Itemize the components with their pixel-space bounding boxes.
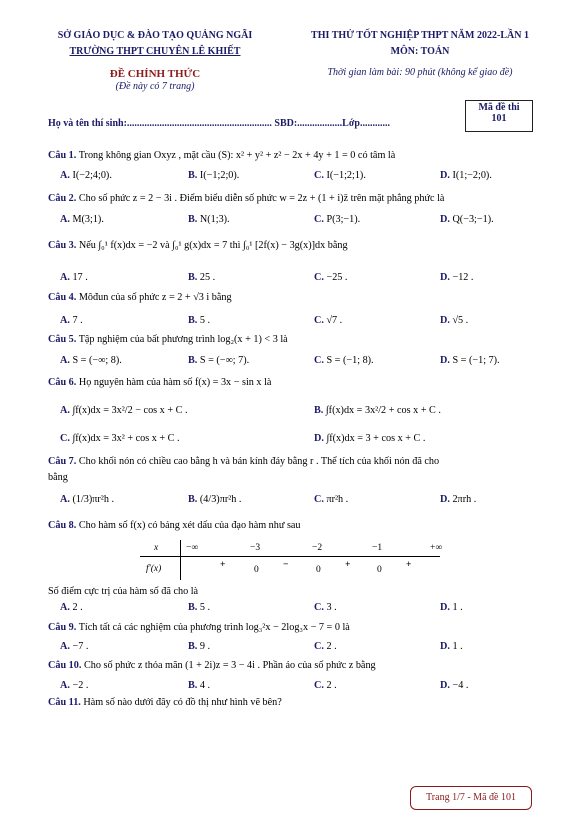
option-a[interactable]: [60, 355, 122, 366]
option-text: 5 .: [199, 315, 211, 326]
option-text: S = (−∞; 8).: [72, 355, 122, 366]
option-text: S = (−1; 8).: [326, 355, 374, 366]
option-text: (1/3)πr²h .: [72, 494, 115, 505]
subject: MÔN: TOÁN: [390, 46, 450, 57]
option-text: πr²h .: [326, 494, 349, 505]
option-label: A.: [60, 680, 70, 691]
option-label: A.: [60, 494, 70, 505]
option-c[interactable]: [60, 433, 180, 444]
option-text: −25 .: [326, 272, 348, 283]
question-text: Cho khối nón có chiều cao bằng h và bán kính đáy bằng r . Thể tích của khối nón đã cho: [78, 456, 440, 467]
option-label: B.: [188, 355, 198, 366]
exam-code-box: [465, 100, 533, 132]
option-text: 1 .: [452, 641, 463, 652]
option-b[interactable]: [188, 641, 210, 652]
option-label: B.: [188, 680, 198, 691]
question-4: [48, 292, 232, 303]
option-c[interactable]: [314, 214, 360, 225]
option-d[interactable]: [314, 433, 425, 444]
option-text: 5 .: [199, 602, 211, 613]
question-6: [48, 377, 271, 388]
question-number: Câu 3.: [48, 240, 77, 251]
exam-code-label: Mã đề thi: [478, 102, 520, 113]
option-text: 1 .: [452, 602, 463, 613]
sign-zero: 0: [377, 565, 382, 575]
option-label: A.: [60, 170, 70, 181]
option-d[interactable]: [440, 355, 500, 366]
option-a[interactable]: [60, 680, 88, 691]
sign-plus: +: [220, 560, 226, 570]
option-b[interactable]: [188, 170, 239, 181]
option-label: B.: [188, 641, 198, 652]
pages-note: (Đề này có 7 trang): [115, 81, 195, 92]
option-text: 3 .: [326, 602, 337, 613]
option-text: 2πrh .: [452, 494, 477, 505]
sign-zero: 0: [254, 565, 259, 575]
option-a[interactable]: [60, 641, 88, 652]
option-label: A.: [60, 405, 70, 416]
question-text-continued: bằng: [48, 472, 68, 483]
option-label: C.: [314, 494, 324, 505]
option-text: S = (−1; 7).: [452, 355, 500, 366]
page-footer: Trang 1/7 - Mã đề 101: [410, 786, 532, 810]
option-label: C.: [314, 315, 324, 326]
option-text: 4 .: [199, 680, 211, 691]
option-label: D.: [440, 641, 450, 652]
question-text: Tích tất cả các nghiệm của phương trình log₃²x − 2log₃x − 7 = 0 là: [78, 622, 350, 633]
option-c[interactable]: [314, 272, 347, 283]
question-number: Câu 1.: [48, 150, 77, 161]
question-number: Câu 9.: [48, 622, 77, 633]
question-5: [48, 334, 288, 345]
question-text: Họ nguyên hàm của hàm số f(x) = 3x − sin x là: [78, 377, 272, 388]
option-label: C.: [314, 680, 324, 691]
department-name: SỞ GIÁO DỤC & ĐÀO TẠO QUẢNG NGÃI: [57, 30, 253, 41]
question-text-continued: Số điểm cực trị của hàm số đã cho là: [48, 586, 199, 597]
table-divider-horizontal: [140, 556, 440, 557]
option-label: A.: [60, 214, 70, 225]
option-b[interactable]: [188, 494, 241, 505]
option-a[interactable]: [60, 272, 88, 283]
option-c[interactable]: [314, 315, 342, 326]
option-a[interactable]: [60, 494, 114, 505]
option-a[interactable]: [60, 214, 104, 225]
option-text: M(3;1).: [72, 214, 104, 225]
question-text: Tập nghiệm của bất phương trình log₂(x + 1) < 3 là: [78, 334, 288, 345]
option-label: D.: [440, 602, 450, 613]
exam-title: THI THỬ TỐT NGHIỆP THPT NĂM 2022-LẦN 1: [311, 30, 529, 41]
question-number: Câu 11.: [48, 697, 81, 708]
question-3: [48, 240, 348, 251]
table-divider-vertical: [180, 540, 181, 580]
question-number: Câu 5.: [48, 334, 77, 345]
option-label: D.: [440, 494, 450, 505]
option-label: B.: [188, 315, 198, 326]
question-text: Môđun của số phức z = 2 + √3 i bằng: [78, 292, 232, 303]
school-name: TRƯỜNG THPT CHUYÊN LÊ KHIẾT: [69, 46, 241, 57]
option-c[interactable]: [314, 355, 374, 366]
question-text: Hàm số nào dưới đây có đồ thị như hình vẽ bên?: [83, 697, 282, 708]
question-1: [48, 150, 395, 161]
option-text: 2 .: [72, 602, 83, 613]
option-text: Q(−3;−1).: [452, 214, 494, 225]
option-text: −7 .: [72, 641, 89, 652]
option-text: I(1;−2;0).: [452, 170, 492, 181]
option-c[interactable]: [314, 494, 348, 505]
option-b[interactable]: [188, 315, 210, 326]
option-text: P(3;−1).: [326, 214, 361, 225]
x-value: +∞: [430, 543, 443, 553]
option-label: B.: [188, 170, 198, 181]
option-label: D.: [440, 272, 450, 283]
option-label: B.: [188, 214, 198, 225]
option-text: √5 .: [452, 315, 469, 326]
option-d[interactable]: [440, 170, 492, 181]
option-d[interactable]: [440, 602, 463, 613]
option-d[interactable]: [440, 315, 468, 326]
question-number: Câu 4.: [48, 292, 77, 303]
x-value: −2: [312, 543, 323, 553]
option-label: D.: [440, 355, 450, 366]
option-label: D.: [440, 680, 450, 691]
option-d[interactable]: [440, 641, 463, 652]
option-text: I(−1;2;0).: [199, 170, 240, 181]
x-row-label: x: [154, 543, 159, 553]
option-label: A.: [60, 272, 70, 283]
option-label: B.: [188, 602, 198, 613]
question-number: Câu 8.: [48, 520, 77, 531]
option-label: D.: [440, 315, 450, 326]
option-text: 9 .: [199, 641, 211, 652]
official-label: ĐỀ CHÍNH THỨC: [109, 68, 201, 80]
sign-plus: +: [406, 560, 412, 570]
option-label: C.: [314, 272, 324, 283]
option-label: A.: [60, 641, 70, 652]
option-text: √7 .: [326, 315, 343, 326]
option-label: C.: [314, 602, 324, 613]
option-b[interactable]: [188, 214, 230, 225]
option-text: S = (−∞; 7).: [199, 355, 250, 366]
option-a[interactable]: [60, 170, 112, 181]
question-9: [48, 622, 350, 633]
option-b[interactable]: [314, 405, 441, 416]
x-value: −1: [372, 543, 383, 553]
option-text: I(−2;4;0).: [72, 170, 112, 181]
x-value: −3: [250, 543, 261, 553]
option-b[interactable]: [188, 680, 210, 691]
option-text: (4/3)πr²h .: [199, 494, 242, 505]
option-c[interactable]: [314, 680, 337, 691]
sign-minus: −: [283, 560, 289, 570]
question-8-prompt: [48, 586, 198, 597]
option-b[interactable]: [188, 602, 210, 613]
option-text: −12 .: [452, 272, 474, 283]
option-c[interactable]: [314, 602, 337, 613]
option-text: ∫f(x)dx = 3x²/2 + cos x + C .: [325, 405, 441, 416]
question-number: Câu 6.: [48, 377, 77, 388]
option-text: 25 .: [199, 272, 216, 283]
question-text: Cho hàm số f(x) có bảng xét dấu của đạo hàm như sau: [78, 520, 301, 531]
option-label: B.: [188, 494, 198, 505]
question-text: Trong không gian Oxyz , mặt cầu (S): x² + y² + z² − 2x + 4y + 1 = 0 có tâm là: [78, 150, 396, 161]
option-label: C.: [314, 641, 324, 652]
option-d[interactable]: [440, 272, 473, 283]
option-b[interactable]: [188, 272, 215, 283]
option-label: C.: [314, 170, 324, 181]
option-label: D.: [314, 433, 324, 444]
option-text: −2 .: [72, 680, 89, 691]
question-text: Cho số phức z = 2 − 3i . Điểm biểu diễn số phức w = 2z + (1 + i)z̄ trên mặt phẳng phức là: [78, 193, 445, 204]
option-a[interactable]: [60, 602, 83, 613]
option-label: B.: [188, 272, 198, 283]
option-label: D.: [440, 214, 450, 225]
option-label: A.: [60, 602, 70, 613]
sign-plus: +: [345, 560, 351, 570]
option-label: D.: [440, 170, 450, 181]
option-text: −4 .: [452, 680, 469, 691]
derivative-sign-table: [140, 540, 443, 580]
option-label: C.: [314, 355, 324, 366]
time-limit: Thời gian làm bài: 90 phút (không kể giao đề): [327, 67, 513, 78]
question-10: [48, 660, 376, 671]
question-11: [48, 697, 282, 708]
option-text: I(−1;2;1).: [326, 170, 366, 181]
option-label: A.: [60, 315, 70, 326]
option-d[interactable]: [440, 680, 468, 691]
option-text: ∫f(x)dx = 3x²/2 − cos x + C .: [72, 405, 188, 416]
option-text: 17 .: [72, 272, 88, 283]
option-d[interactable]: [440, 494, 476, 505]
question-7-cont: [48, 472, 68, 483]
option-text: ∫f(x)dx = 3x² + cos x + C .: [72, 433, 180, 444]
student-info-line: Họ và tên thí sinh:.......................................................... SBD:..................Lớp............: [48, 118, 390, 129]
question-2: [48, 193, 444, 204]
question-number: Câu 2.: [48, 193, 77, 204]
option-label: C.: [60, 433, 70, 444]
option-label: A.: [60, 355, 70, 366]
x-value: −∞: [186, 543, 199, 553]
option-d[interactable]: [440, 214, 494, 225]
option-text: N(1;3).: [199, 214, 230, 225]
option-text: 2 .: [326, 680, 337, 691]
exam-code: 101: [491, 113, 507, 124]
question-text: Nếu ∫₀¹ f(x)dx = −2 và ∫₀¹ g(x)dx = 7 thì ∫₀¹ [2f(x) − 3g(x)]dx bằng: [78, 240, 348, 251]
question-number: Câu 7.: [48, 456, 77, 467]
option-text: ∫f(x)dx = 3 + cos x + C .: [326, 433, 426, 444]
option-b[interactable]: [188, 355, 249, 366]
option-c[interactable]: [314, 641, 337, 652]
option-a[interactable]: [60, 315, 83, 326]
option-a[interactable]: [60, 405, 188, 416]
question-number: Câu 10.: [48, 660, 82, 671]
question-text: Cho số phức z thỏa mãn (1 + 2i)z = 3 − 4i . Phần ảo của số phức z bằng: [83, 660, 376, 671]
option-label: C.: [314, 214, 324, 225]
sign-zero: 0: [316, 565, 321, 575]
option-label: B.: [314, 405, 324, 416]
question-8: [48, 520, 301, 531]
option-text: 7 .: [72, 315, 83, 326]
option-text: 2 .: [326, 641, 337, 652]
question-7: [48, 456, 439, 467]
option-c[interactable]: [314, 170, 366, 181]
fprime-row-label: f′(x): [146, 564, 162, 574]
